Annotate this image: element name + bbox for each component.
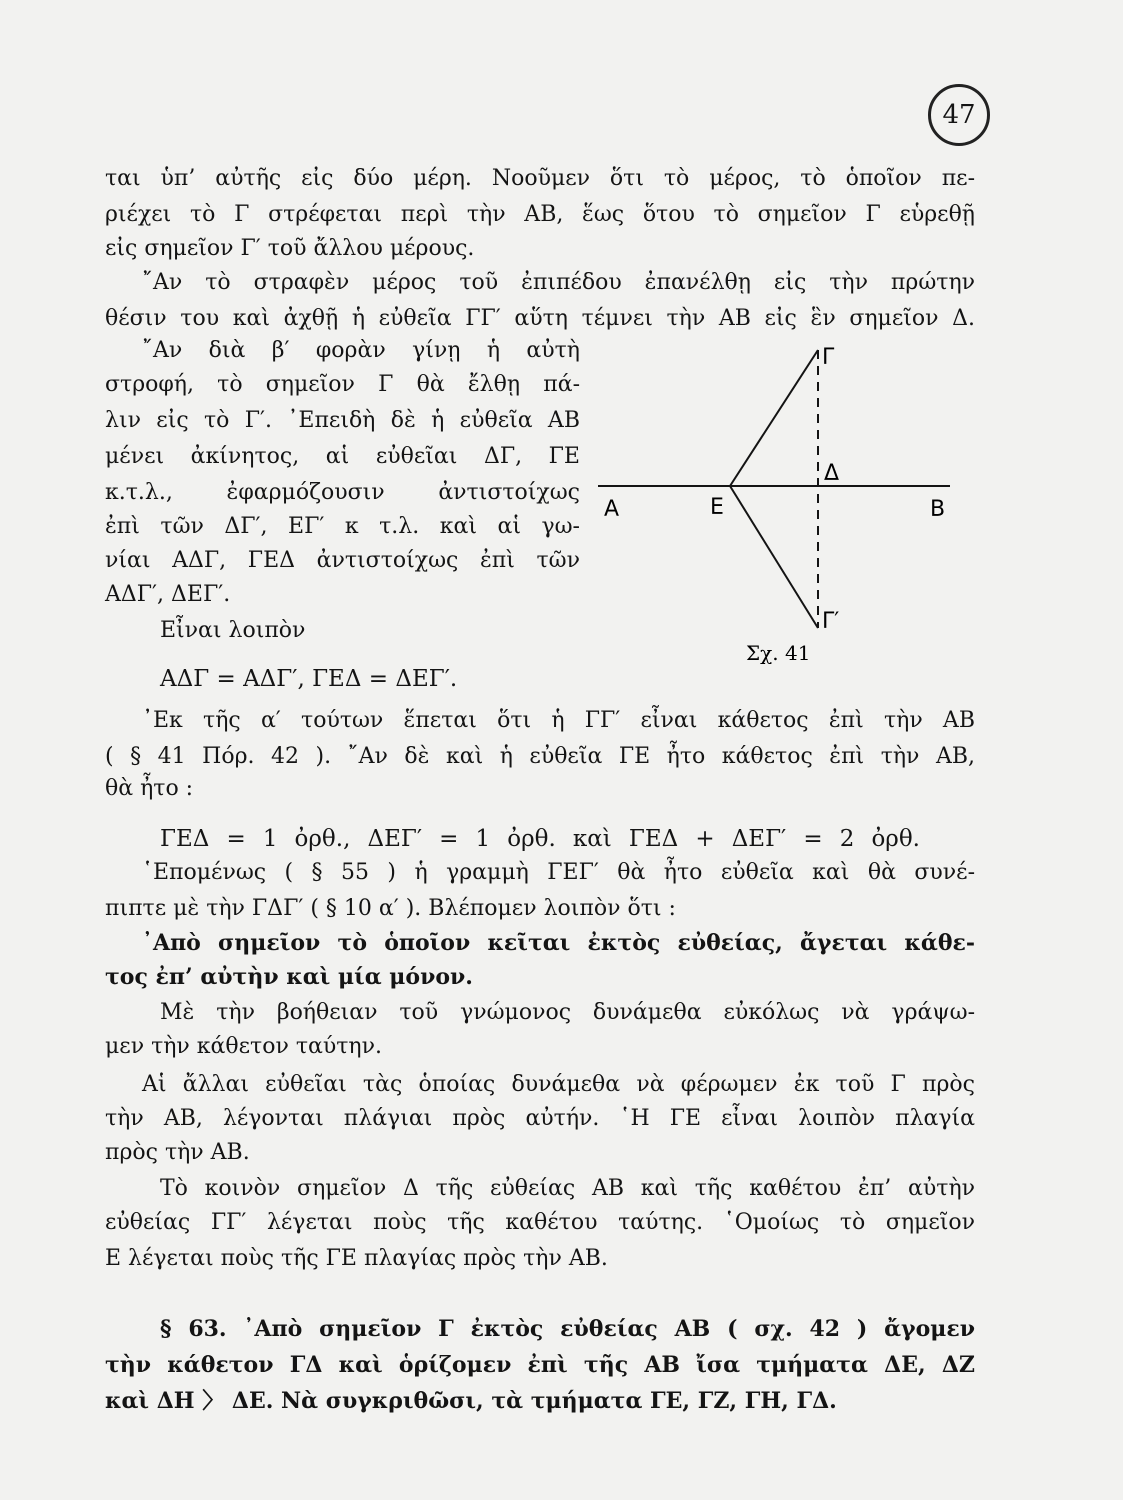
exercise-line: καὶ ΔΗ 〉 ΔΕ. Νὰ συγκριθῶσι, τὰ τμήματα ΓΕ, ΓΖ, ΓΗ, ΓΔ. [105, 1388, 837, 1414]
text-line: κ.τ.λ., ἐφαρμόζουσιν ἀντιστοίχως [105, 480, 580, 505]
text-line: νίαι ΑΔΓ, ΓΕΔ ἀντιστοίχως ἐπὶ τῶν [105, 548, 580, 573]
label-g-prime: Γ′ [822, 609, 840, 634]
text-line: πρὸς τὴν ΑΒ. [105, 1140, 250, 1165]
text-line: στροφή, τὸ σημεῖον Γ θὰ ἔλθῃ πά- [105, 372, 580, 397]
text-line: λιν εἰς τὸ Γ′. ᾿Επειδὴ δὲ ἡ εὐθεῖα ΑΒ [105, 408, 580, 433]
text-line: Αἱ ἄλλαι εὐθεῖαι τὰς ὁποίας δυνάμεθα νὰ φέρωμεν ἐκ τοῦ Γ πρὸς [142, 1072, 975, 1097]
text-line: Εἶναι λοιπὸν [160, 618, 306, 643]
line-eg-prime [730, 486, 818, 628]
text-line: ται ὑπ’ αὐτῆς εἰς δύο μέρη. Νοοῦμεν ὅτι τὸ μέρος, τὸ ὁποῖον πε- [105, 166, 975, 191]
page-number: 47 [928, 84, 990, 146]
text-line: εὐθείας ΓΓ′ λέγεται ποὺς τῆς καθέτου ταύτης. ῾Ομοίως τὸ σημεῖον [105, 1210, 975, 1235]
text-line: θὰ ἦτο : [105, 776, 194, 801]
label-g: Γ [822, 345, 835, 370]
theorem-line: τος ἐπ’ αὐτὴν καὶ μία μόνον. [105, 964, 473, 990]
text-line: Ε λέγεται ποὺς τῆς ΓΕ πλαγίας πρὸς τὴν ΑΒ. [105, 1246, 608, 1271]
text-line: μένει ἀκίνητος, αἱ εὐθεῖαι ΔΓ, ΓΕ [105, 444, 580, 469]
angle-equation-1: ΑΔΓ = ΑΔΓ′, ΓΕΔ = ΔΕΓ′. [160, 666, 458, 692]
text-line: ῾Επομένως ( § 55 ) ἡ γραμμὴ ΓΕΓ′ θὰ ἦτο εὐθεῖα καὶ θὰ συνέ- [142, 860, 975, 885]
text-line: πιπτε μὲ τὴν ΓΔΓ′ ( § 10 α′ ). Βλέπομεν λοιπὸν ὅτι : [105, 896, 676, 921]
text-line: ΑΔΓ′, ΔΕΓ′. [105, 582, 231, 607]
text-line: εἰς σημεῖον Γ′ τοῦ ἄλλου μέρους. [105, 236, 475, 261]
text-line: θέσιν του καὶ ἀχθῇ ἡ εὐθεῖα ΓΓ′ αὕτη τέμνει τὴν ΑΒ εἰς ἓν σημεῖον Δ. [105, 306, 975, 331]
text-line: ῎Αν διὰ β′ φορὰν γίνῃ ἡ αὐτὴ [142, 338, 580, 363]
angle-equation-2: ΓΕΔ = 1 ὀρθ., ΔΕΓ′ = 1 ὀρθ. καὶ ΓΕΔ + ΔΕΓ′ = 2 ὀρθ. [160, 826, 920, 852]
text-line: Τὸ κοινὸν σημεῖον Δ τῆς εὐθείας ΑΒ καὶ τῆς καθέτου ἐπ’ αὐτὴν [160, 1176, 975, 1201]
text-line: ἐπὶ τῶν ΔΓ′, ΕΓ′ κ τ.λ. καὶ αἱ γω- [105, 514, 580, 539]
text-line: ῎Αν τὸ στραφὲν μέρος τοῦ ἐπιπέδου ἐπανέλθῃ εἰς τὴν πρώτην [142, 270, 975, 295]
label-e: Ε [710, 495, 724, 520]
text-line: μεν τὴν κάθετον ταύτην. [105, 1034, 382, 1059]
text-line: ᾿Εκ τῆς α′ τούτων ἕπεται ὅτι ἡ ΓΓ′ εἶναι κάθετος ἐπὶ τὴν ΑΒ [142, 708, 975, 733]
text-line: τὴν ΑΒ, λέγονται πλάγιαι πρὸς αὐτήν. ῾Η ΓΕ εἶναι λοιπὸν πλαγία [105, 1106, 975, 1131]
label-a: Α [604, 497, 620, 522]
line-eg [730, 350, 818, 486]
label-d: Δ [824, 461, 840, 486]
figure-caption: Σχ. 41 [746, 641, 811, 665]
label-b: Β [930, 497, 946, 522]
exercise-line: τὴν κάθετον ΓΔ καὶ ὁρίζομεν ἐπὶ τῆς ΑΒ ἴσα τμήματα ΔΕ, ΔΖ [105, 1352, 975, 1378]
theorem-line: ᾿Απὸ σημεῖον τὸ ὁποῖον κεῖται ἐκτὸς εὐθείας, ἄγεται κάθε- [142, 930, 975, 956]
exercise-line: § 63. ᾿Απὸ σημεῖον Γ ἐκτὸς εὐθείας ΑΒ ( σχ. 42 ) ἄγομεν [160, 1316, 975, 1342]
text-line: ( § 41 Πόρ. 42 ). ῎Αν δὲ καὶ ἡ εὐθεῖα ΓΕ ἦτο κάθετος ἐπὶ τὴν ΑΒ, [105, 744, 975, 769]
text-line: ριέχει τὸ Γ στρέφεται περὶ τὴν ΑΒ, ἕως ὅτου τὸ σημεῖον Γ εὑρεθῇ [105, 202, 975, 227]
text-line: Μὲ τὴν βοήθειαν τοῦ γνώμονος δυνάμεθα εὐκόλως νὰ γράψω- [160, 1000, 975, 1025]
